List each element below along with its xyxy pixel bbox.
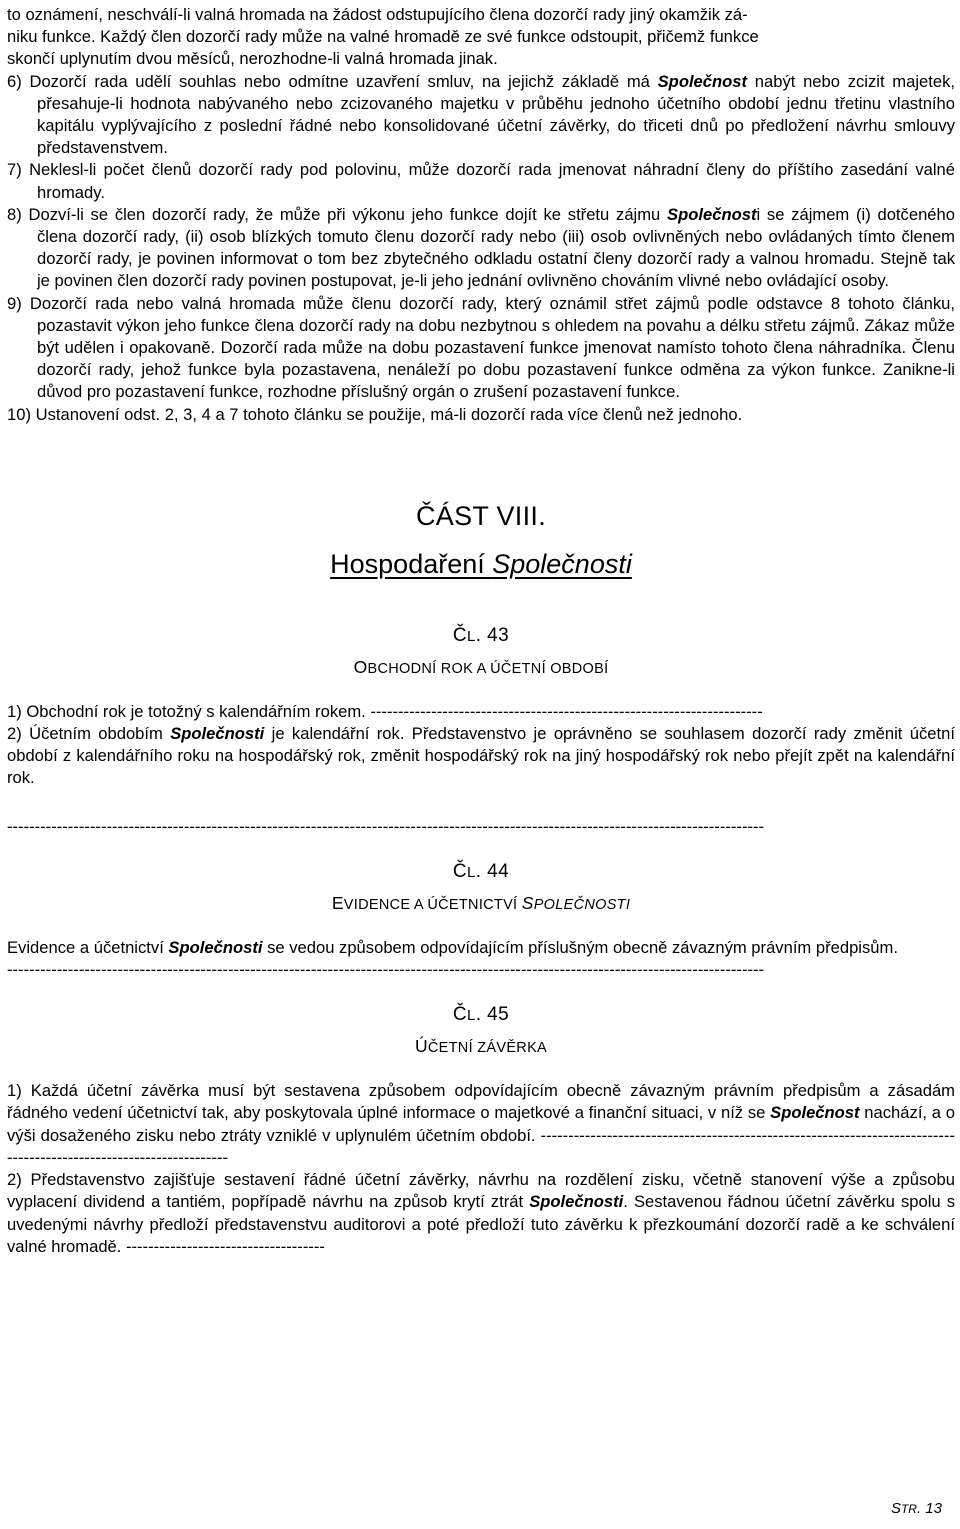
- paragraph-6: 6) Dozorčí rada udělí souhlas nebo odmítne uzavření smluv, na jejichž základě má Společnost nabýt nebo zcizit majetek, přesahuje-li hodnota nabývaného nebo zcizovaného majetku v průběhu jednoho účetního období jednu třetinu vlastního kapitálu vyplývajícího z poslední řádné nebo konsolidované účetní závěrky, do třiceti dnů po předložení návrhu smlouvy představenstvem.: [7, 71, 955, 158]
- article-title: EVIDENCE A ÚČETNICTVÍ SPOLEČNOSTI: [331, 892, 631, 913]
- separator-dashes: -----------------------------------------------------------------------------------------------------------------------------------------: [7, 960, 765, 980]
- part-heading: [7, 500, 955, 580]
- part-title: ČÁST VIII.: [415, 500, 547, 531]
- article-45-point-1: 1) Každá účetní závěrka musí být sestavena způsobem odpovídajícím obecně závazným právním předpisům a zásadám řádného vedení účetnictví tak, aby poskytovala úplné informace o majetkové a finanční situaci, v níž se Společnost nachází, a o výši dosaženého zisku nebo ztráty vzniklé v uplynulém účetním období. -------------------------------------------------------------------------------------------------------------------: [7, 1081, 955, 1167]
- paragraph-7: 7) Neklesl-li počet členů dozorčí rady pod polovinu, může dozorčí rada jmenovat náhradní členy do příštího zasedání valné hromady.: [7, 160, 955, 202]
- continuation-line-1: to oznámení, neschválí-li valná hromada na žádost odstupujícího člena dozorčí rady jiný okamžik zá-: [7, 5, 748, 24]
- article-title: OBCHODNÍ ROK A ÚČETNÍ OBDOBÍ: [353, 656, 609, 677]
- paragraph-10: 10) Ustanovení odst. 2, 3, 4 a 7 tohoto článku se použije, má-li dozorčí rada více členů než jednoho.: [7, 404, 743, 424]
- article-43-point-2: 2) Účetním obdobím Společnosti je kalendářní rok. Představenstvo je oprávněno se souhlasem dozorčí rady změnit účetní období z kalendářního roku na hospodářský rok, změnit hospodářský rok na jiný hospodářský rok nebo přejít zpět na kalendářní rok.: [7, 724, 955, 788]
- continuation-line-2: niku funkce. Každý člen dozorčí rady může na valné hromadě ze své funkce odstoupit, přičemž funkce: [7, 27, 759, 47]
- article-number: ČL. 45: [452, 1004, 510, 1026]
- document-page: [7, 4, 955, 1258]
- article-number: ČL. 44: [452, 860, 510, 882]
- paragraph-8: 8) Dozví-li se člen dozorčí rady, že může při výkonu jeho funkce dojít ke střetu zájmu Společnosti se zájmem (i) dotčeného člena dozorčí rady, (ii) osob blízkých tomuto členu dozorčí rady nebo (iii) osob ovlivněných nebo ovládaných tímto členem dozorčí rady, je povinen informovat o tom bez zbytečného odkladu ostatní členy dozorčí rady a valnou hromadu. Stejně tak je povinen člen dozorčí rady povinen postupovat, je-li jeho jednání ovlivněno chováním vlivné nebo ovládající osoby.: [7, 204, 955, 291]
- paragraph-9: 9) Dozorčí rada nebo valná hromada může členu dozorčí rady, který oznámil střet zájmů podle odstavce 8 tohoto článku, pozastavit výkon jeho funkce člena dozorčí rady na dobu nezbytnou s ohledem na povahu a délku střetu zájmů. Zákaz může být udělen i opakovaně. Dozorčí rada může na dobu pozastavení funkce jmenovat namísto tohoto člena náhradníka. Členu dozorčí rady, jehož funkce byla pozastavena, nenáleží po dobu pozastavení funkce odměna za výkon funkce. Zanikne-li důvod pro pozastavení funkce, rozhodne příslušný orgán o zrušení pozastavení funkce.: [7, 293, 955, 402]
- article-title: ÚČETNÍ ZÁVĚRKA: [414, 1036, 548, 1057]
- article-number: ČL. 43: [452, 624, 510, 646]
- page-number: STR. 13: [890, 1500, 942, 1517]
- article-44-text: Evidence a účetnictví Společnosti se vedou způsobem odpovídajícím příslušným obecně závazným právním předpisům.: [7, 937, 898, 957]
- part-subtitle: Hospodaření Společnosti: [330, 548, 632, 579]
- article-45-point-2: 2) Představenstvo zajišťuje sestavení řádné účetní závěrky, návrhu na rozdělení zisku, včetně stanovení výše a způsobu vyplacení dividend a tantiém, popřípadě návrhu na způsob krytí ztrát Společnosti. Sestavenou řádnou účetní závěrku spolu s uvedenými návrhy předloží představenstvu auditorovi a poté předloží tuto závěrku k přezkoumání dozorčí radě a ke schválení valné hromadě. ------------------------------------: [7, 1170, 955, 1256]
- article-44-heading: [7, 860, 955, 917]
- continuation-line-3: skončí uplynutím dvou měsíců, nerozhodne-li valná hromada jinak.: [7, 49, 498, 69]
- article-43-heading: [7, 624, 955, 681]
- article-43-point-1: 1) Obchodní rok je totožný s kalendářním rokem. -----------------------------------------------------------------------: [7, 701, 763, 721]
- separator-dashes: -----------------------------------------------------------------------------------------------------------------------------------------: [7, 816, 765, 836]
- article-45-heading: [7, 1003, 955, 1060]
